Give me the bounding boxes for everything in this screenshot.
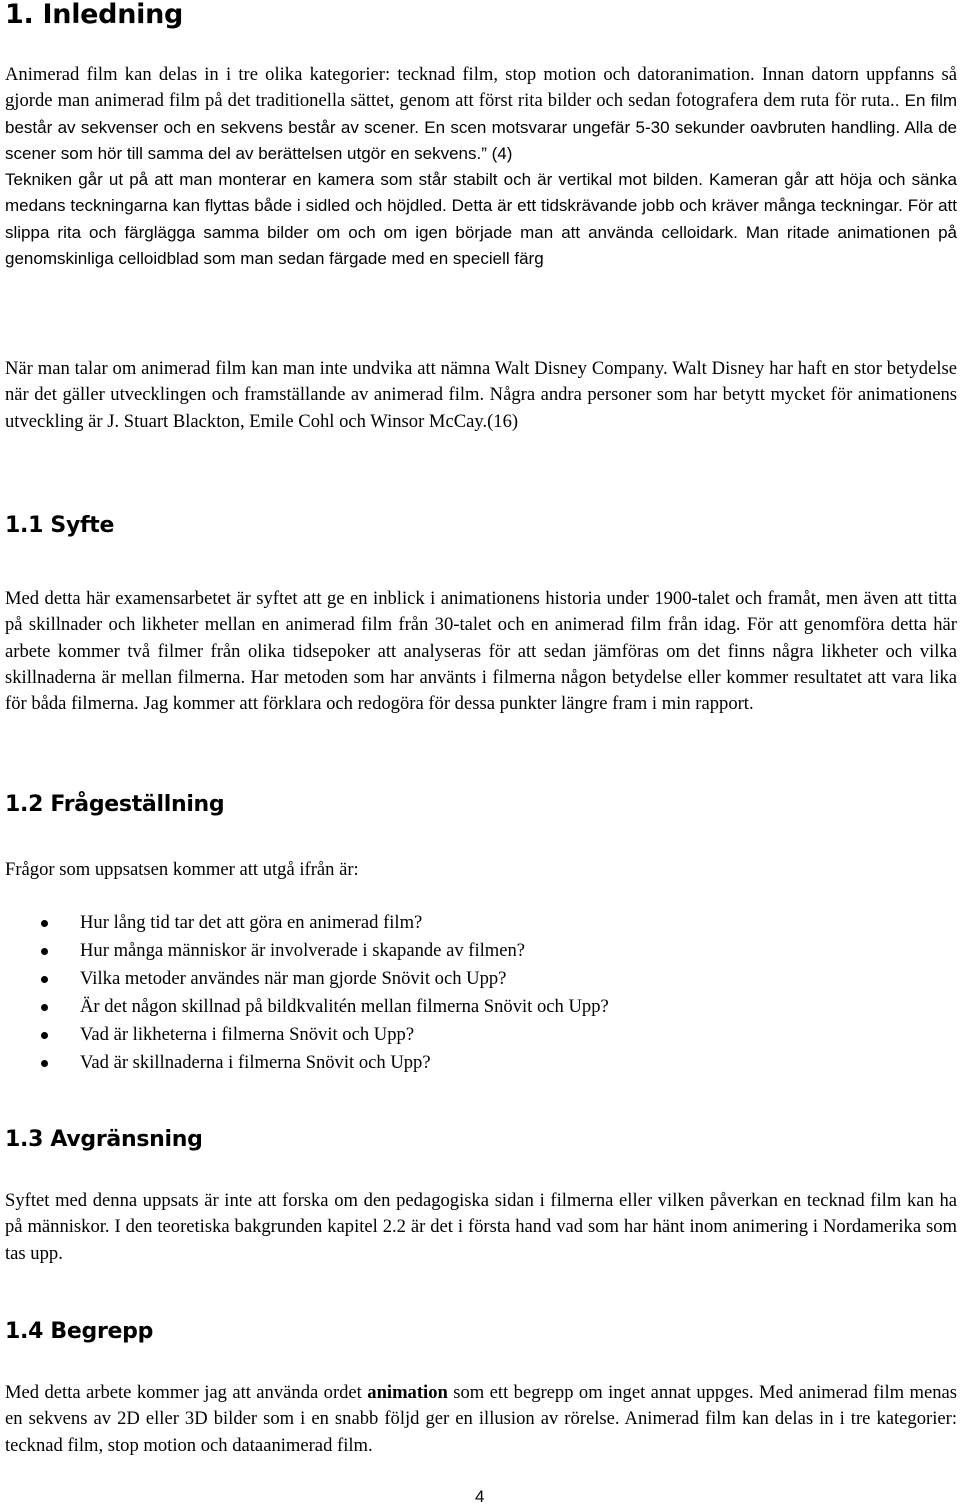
begrepp-bold-term: animation [367,1382,448,1403]
list-item [5,909,609,937]
list-item [5,965,609,993]
fragestallning-intro: Frågor som uppsatsen kommer att utgå ifrån är: [5,859,359,880]
list-item [5,1021,609,1049]
page-number: 4 [475,1487,485,1506]
begrepp-text-before: Med detta arbete kommer jag att använda ordet [5,1382,368,1403]
intro-sentence-3: Tekniken går ut på att man monterar en kamera som står stabilt och är vertikal mot bilden. Kameran går att höja och sänka medans teckningarna kan flyttas både i sidled och höjdled. Detta är ett tidskrävande jobb och kräver många teckningar. För att slippa rita och färglägga samma bilder om och om igen började man att använda celloidark. Man ritade animationen på genomskinliga celloidblad som man sedan färgade med en speciell färg [5,170,957,269]
intro-sentence-2: . En film består av sekvenser och en sekvens består av scener. En scen motsvarar ungefär 5-30 sekunder oavbruten handling. Alla de scener som hör till samma del av berättelsen utgör en sekvens.” [5,91,958,163]
section-heading-begrepp: 1.4 Begrepp [5,1319,154,1344]
question-text: Vad är likheterna i filmerna Snövit och Upp? [80,1024,415,1045]
begrepp-paragraph [5,1380,957,1459]
begrepp-text-after: som ett begrepp om inget annat uppges. Med animerad film menas en sekvens av 2D eller 3D bilder som i en snabb följd ger en illusion av rörelse. Animerad film kan delas in i tre kategorier: tecknad film, stop motion och dataanimerad film. [5,1382,958,1456]
avgransning-paragraph: Syftet med denna uppsats är inte att forska om den pedagogiska sidan i filmerna eller vilken påverkan en tecknad film kan ha på människor. I den teoretiska bakgrunden kapitel 2.2 är det i första hand vad som har hänt inom animering i Nordamerika som tas upp. [5,1190,957,1264]
question-text: Vad är skillnaderna i filmerna Snövit och Upp? [80,1052,431,1073]
syfte-paragraph: Med detta här examensarbetet är syftet att ge en inblick i animationens historia under 1900-talet och framåt, men även att titta på skillnader och likheter mellan en animerad film från 30-talet och en animerad film från idag. För att genomföra detta här arbete kommer två filmer från olika tidsepoker att analyseras för att sedan jämföras om det finns några likheter och vilka skillnaderna är mellan filmerna. Har metoden som har använts i filmerna någon betydelse eller kommer resultatet att vara lika för båda filmerna. Jag kommer att förklara och redogöra för dessa punkter längre fram i min rapport. [5,588,957,715]
question-text: Hur många människor är involverade i skapande av filmen? [80,940,526,961]
list-item [5,937,609,965]
bullet-icon [41,1060,48,1067]
intro-paragraph-2: När man talar om animerad film kan man inte undvika att nämna Walt Disney Company. Walt Disney har haft en stor betydelse när det gäller utvecklingen och framställande av animerad film. Några andra personer som har betytt mycket för animationens utveckling är J. Stuart Blackton, Emile Cohl och Winsor McCay.(16) [5,358,957,432]
list-item [5,1049,609,1077]
question-text: Hur lång tid tar det att göra en animerad film? [80,912,423,933]
chapter-heading: 1. Inledning [5,0,184,30]
bullet-icon [41,1032,48,1039]
section-heading-fragestallning: 1.2 Frågeställning [5,792,225,817]
question-text: Är det någon skillnad på bildkvalitén mellan filmerna Snövit och Upp? [80,996,609,1017]
intro-reference: (4) [486,143,513,163]
intro-paragraph-1 [5,62,957,272]
bullet-icon [41,1004,48,1011]
question-list [5,909,609,1077]
question-text: Vilka metoder användes när man gjorde Snövit och Upp? [80,968,507,989]
list-item [5,993,609,1021]
bullet-icon [41,948,48,955]
intro-sentence-1: Animerad film kan delas in i tre olika kategorier: tecknad film, stop motion och datoranimation. Innan datorn uppfanns så gjorde man animerad film på det traditionella sättet, genom att först rita bilder och sedan fotografera dem ruta för ruta. [5,64,957,112]
bullet-icon [41,976,48,983]
section-heading-syfte: 1.1 Syfte [5,513,115,538]
bullet-icon [41,920,48,927]
section-heading-avgransning: 1.3 Avgränsning [5,1127,203,1152]
